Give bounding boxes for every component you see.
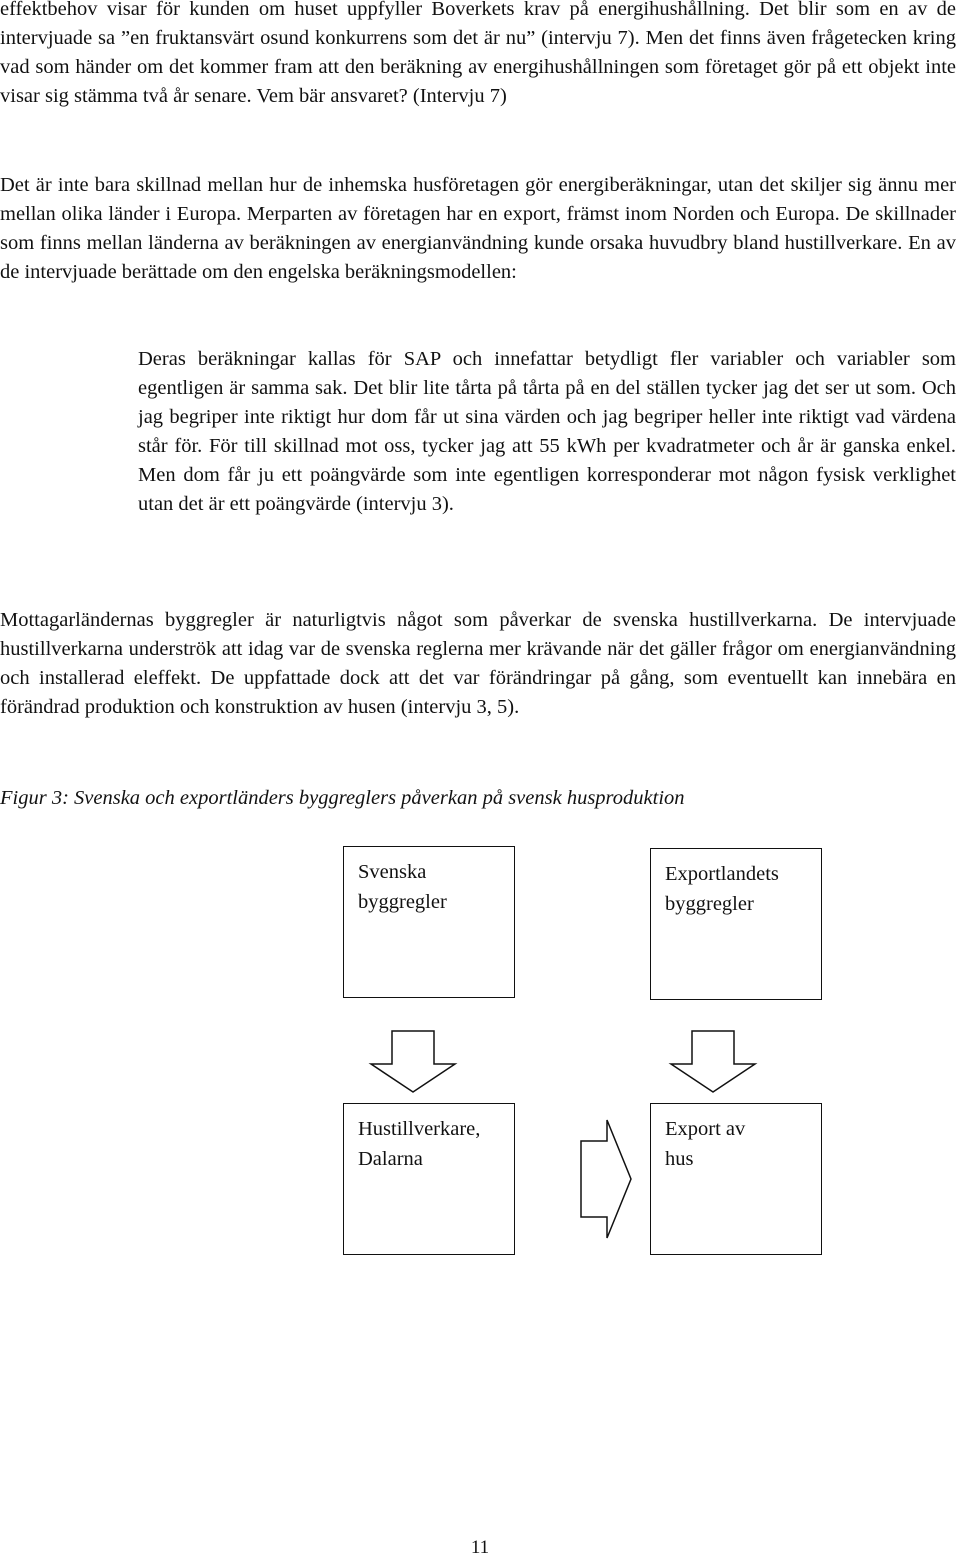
arrow-down-right-icon [668,1030,758,1094]
box-label-line: hus [665,1148,694,1170]
box-label-line: byggregler [358,891,447,913]
paragraph-2: Det är inte bara skillnad mellan hur de inhemska husföretagen gör energiberäkningar, utan det skiljer sig ännu mer mellan olika länder i Europa. Merparten av företagen har en export, främst inom Norden och Europa. De skillnader som finns mellan länderna av beräkningen av energianvändning kunde orsaka huvudbry bland hustillverkare. En av de intervjuade berättade om den engelska beräkningsmodellen: [0,174,956,283]
block-quote: Deras beräkningar kallas för SAP och innefattar betydligt fler variabler och variabler som egentligen är samma sak. Det blir lite tårta på tårta på en del ställen tycker jag det ser ut som. Och jag begriper inte riktigt hur dom får ut sina värden och jag begriper heller inte riktigt vad värdena står för. För till skillnad mot oss, tycker jag att 55 kWh per kvadratmeter och år är ganska enkel. Men dom får ju ett poängvärde som inte egentligen korresponderar mot någon fysisk verklighet utan det är ett poängvärde (intervju 3). [138,348,956,515]
arrow-down-left-icon [368,1030,458,1094]
box-hustillverkare-dalarna [343,1103,515,1255]
paragraph-1: effektbehov visar för kunden om huset uppfyller Boverkets krav på energihushållning. Det blir som en av de intervjuade sa ”en fruktansvärt osund konkurrens som det är nu” (intervju 7). Men det finns även frågetecken kring vad som händer om det kommer fram att den beräkning av energihushållningen som företaget gör på ett objekt inte visar sig stämma två år senare. Vem bär ansvaret? (Intervju 7) [0,0,956,107]
arrow-right-icon [580,1119,632,1239]
box-label-line: Exportlandets [665,863,779,885]
box-label-line: Dalarna [358,1148,423,1170]
figure-caption: Figur 3: Svenska och exportländers byggreglers påverkan på svensk husproduktion [0,787,685,809]
box-label-line: Hustillverkare, [358,1118,481,1140]
paragraph-3: Mottagarländernas byggregler är naturligtvis något som påverkar de svenska hustillverkarna. De intervjuade hustillverkarna underströk att idag var de svenska reglerna mer krävande när det gäller frågor om energianvändning och installerad eleffekt. De uppfattade dock att det var förändringar på gång, som eventuellt kan innebära en förändrad produktion och konstruktion av husen (intervju 3, 5). [0,609,956,718]
page-number: 11 [470,1537,490,1558]
box-label-line: Svenska [358,861,427,883]
box-label-line: Export av [665,1118,746,1140]
box-exportlandets-byggregler [650,848,822,1000]
box-export-av-hus [650,1103,822,1255]
box-svenska-byggregler [343,846,515,998]
box-label-line: byggregler [665,893,754,915]
